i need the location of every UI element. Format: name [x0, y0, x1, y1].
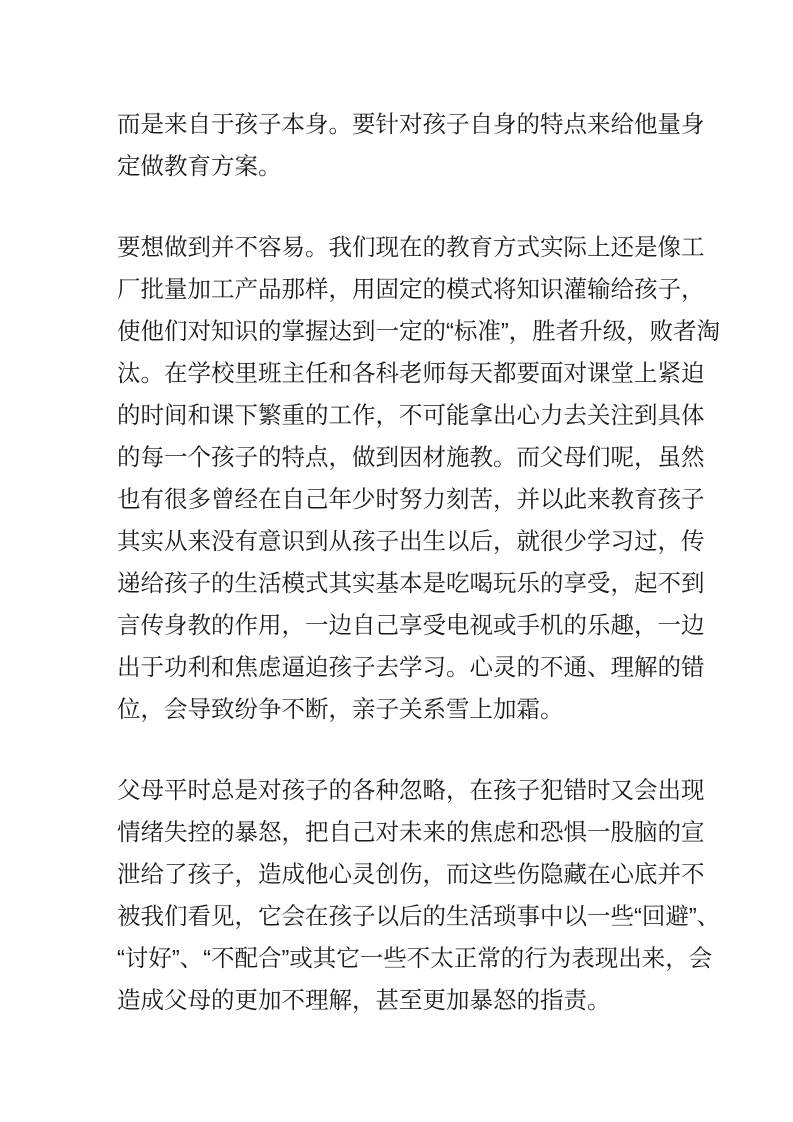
text-line: 造成父母的更加不理解，甚至更加暴怒的指责。: [117, 987, 611, 1013]
text-line: 厂批量加工产品那样，用固定的模式将知识灌输给孩子，: [117, 276, 705, 302]
text-line: 使他们对知识的掌握达到一定的“标准”，胜者升级，败者淘: [117, 318, 721, 344]
article-body: [117, 103, 721, 1021]
text-line: 而是来自于孩子本身。要针对孩子自身的特点来给他量身: [117, 111, 705, 137]
text-line: 位，会导致纷争不断，亲子关系雪上加霜。: [117, 696, 564, 722]
text-line: 父母平时总是对孩子的各种忽略，在孩子犯错时又会出现: [117, 777, 705, 803]
text-line: 被我们看见，它会在孩子以后的生活琐事中以一些“回避”、: [117, 903, 721, 929]
text-line: 汰。在学校里班主任和各科老师每天都要面对课堂上紧迫: [117, 360, 705, 386]
paragraph-3: [117, 769, 721, 1021]
text-line: 其实从来没有意识到从孩子出生以后，就很少学习过，传: [117, 528, 705, 554]
text-line: 出于功利和焦虑逼迫孩子去学习。心灵的不通、理解的错: [117, 654, 705, 680]
paragraph-1: [117, 103, 705, 187]
text-line: 递给孩子的生活模式其实基本是吃喝玩乐的享受，起不到: [117, 570, 705, 596]
text-line: 的每一个孩子的特点，做到因材施教。而父母们呢，虽然: [117, 444, 705, 470]
paragraph-2: [117, 226, 721, 730]
text-line: 也有很多曾经在自己年少时努力刻苦，并以此来教育孩子: [117, 486, 705, 512]
text-line: 情绪失控的暴怒，把自己对未来的焦虑和恐惧一股脑的宣: [117, 819, 705, 845]
text-line: “讨好”、“不配合”或其它一些不太正常的行为表现出来，会: [117, 945, 713, 971]
text-line: 泄给了孩子，造成他心灵创伤，而这些伤隐藏在心底并不: [117, 861, 705, 887]
text-line: 要想做到并不容易。我们现在的教育方式实际上还是像工: [117, 234, 705, 260]
text-line: 的时间和课下繁重的工作，不可能拿出心力去关注到具体: [117, 402, 705, 428]
text-line: 言传身教的作用，一边自己享受电视或手机的乐趣，一边: [117, 612, 705, 638]
text-line: 定做教育方案。: [117, 153, 282, 179]
